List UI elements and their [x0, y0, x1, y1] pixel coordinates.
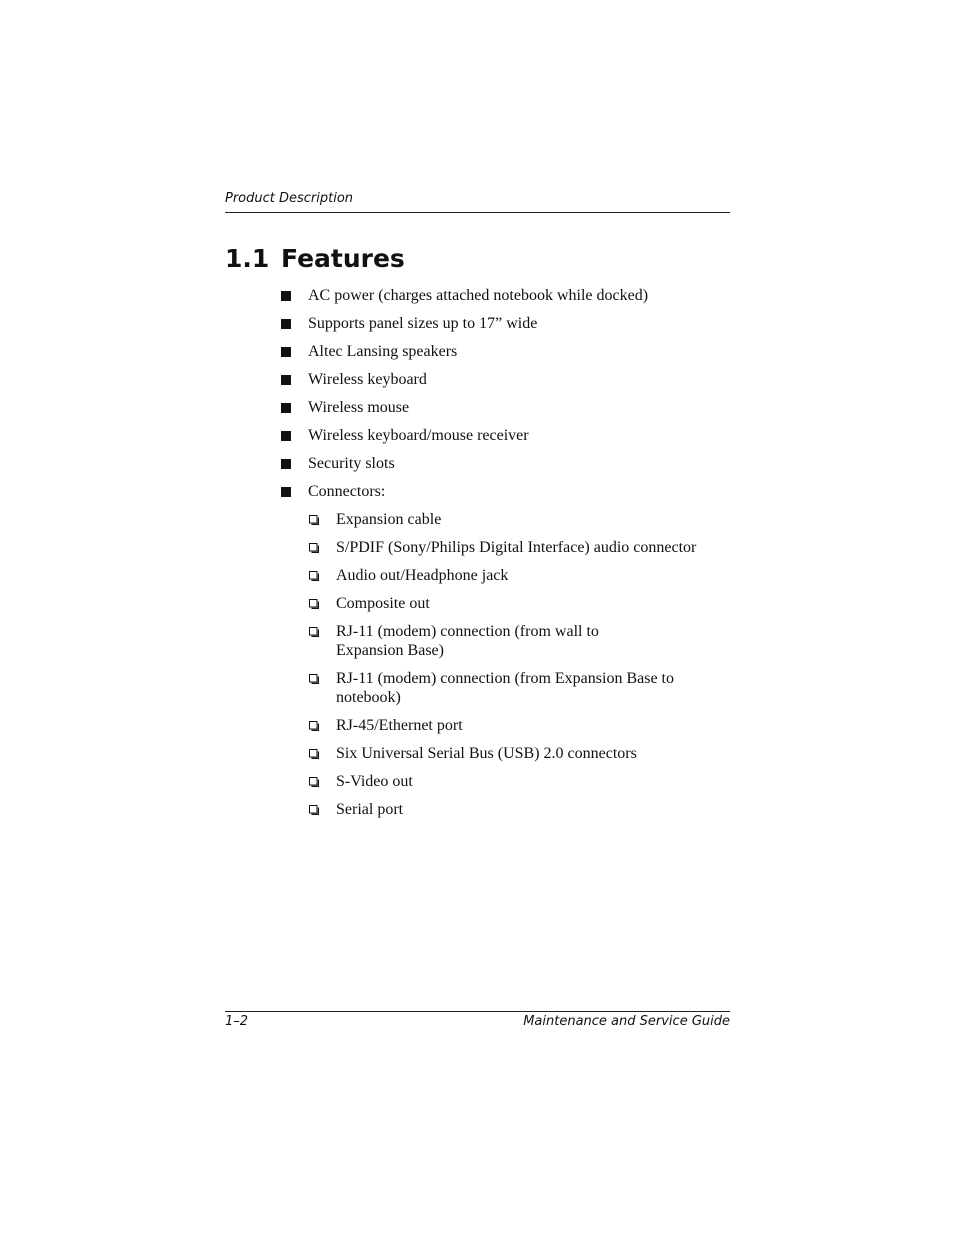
feature-text: Altec Lansing speakers: [308, 343, 458, 360]
feature-text: Security slots: [308, 455, 395, 472]
feature-text: Wireless keyboard/mouse receiver: [308, 427, 529, 444]
shadowed-box-bullet-icon: [309, 599, 319, 609]
connector-text: Composite out: [336, 595, 430, 612]
feature-text: Wireless mouse: [308, 399, 410, 416]
filled-square-bullet-icon: [281, 487, 291, 497]
list-item: [280, 426, 730, 445]
list-item: [280, 314, 730, 333]
connector-text: S-Video out: [336, 773, 413, 790]
connector-text: Audio out/Headphone jack: [336, 567, 509, 584]
section-title: Features: [281, 244, 405, 273]
connector-item: [308, 538, 730, 557]
shadowed-box-bullet-icon: [309, 674, 319, 684]
shadowed-box-bullet-icon: [309, 777, 319, 787]
list-item: [280, 370, 730, 389]
connector-text: RJ-45/Ethernet port: [336, 717, 463, 734]
features-list: [280, 286, 730, 828]
list-item: [280, 286, 730, 305]
list-item: [280, 398, 730, 417]
connector-text: Serial port: [336, 801, 404, 818]
connector-item: [308, 594, 730, 613]
feature-text: AC power (charges attached notebook while docked): [308, 287, 649, 304]
page-number: 1–2: [225, 1014, 249, 1029]
list-item: [280, 454, 730, 473]
feature-text: Supports panel sizes up to 17” wide: [308, 315, 538, 332]
connector-item: [308, 622, 730, 660]
connector-item: [308, 510, 730, 529]
shadowed-box-bullet-icon: [309, 571, 319, 581]
shadowed-box-bullet-icon: [309, 627, 319, 637]
filled-square-bullet-icon: [281, 459, 291, 469]
connector-item: [308, 744, 730, 763]
filled-square-bullet-icon: [281, 375, 291, 385]
connector-item: [308, 566, 730, 585]
running-header-title: Product Description: [225, 191, 354, 206]
shadowed-box-bullet-icon: [309, 721, 319, 731]
guide-title: Maintenance and Service Guide: [523, 1014, 730, 1029]
connector-text: Expansion cable: [336, 511, 442, 528]
filled-square-bullet-icon: [281, 403, 291, 413]
list-item-connectors: [280, 482, 730, 819]
connector-text: Six Universal Serial Bus (USB) 2.0 connectors: [336, 745, 637, 762]
running-footer: [225, 1011, 730, 1034]
filled-square-bullet-icon: [281, 347, 291, 357]
connector-text: S/PDIF (Sony/Philips Digital Interface) audio connector: [336, 539, 697, 556]
connector-text: RJ-11 (modem) connection (from Expansion Base to notebook): [336, 670, 674, 706]
section-number: 1.1: [225, 244, 270, 273]
feature-text: Connectors:: [308, 483, 386, 500]
filled-square-bullet-icon: [281, 291, 291, 301]
connector-item: [308, 716, 730, 735]
filled-square-bullet-icon: [281, 319, 291, 329]
filled-square-bullet-icon: [281, 431, 291, 441]
connector-item: [308, 772, 730, 791]
shadowed-box-bullet-icon: [309, 543, 319, 553]
feature-text: Wireless keyboard: [308, 371, 427, 388]
connector-item: [308, 669, 730, 707]
running-header: [225, 190, 730, 213]
connector-item: [308, 800, 730, 819]
connector-text: RJ-11 (modem) connection (from wall to Expansion Base): [336, 623, 599, 659]
list-item: [280, 342, 730, 361]
shadowed-box-bullet-icon: [309, 749, 319, 759]
section-heading: [225, 244, 405, 274]
shadowed-box-bullet-icon: [309, 805, 319, 815]
shadowed-box-bullet-icon: [309, 515, 319, 525]
connectors-list: [308, 510, 730, 819]
